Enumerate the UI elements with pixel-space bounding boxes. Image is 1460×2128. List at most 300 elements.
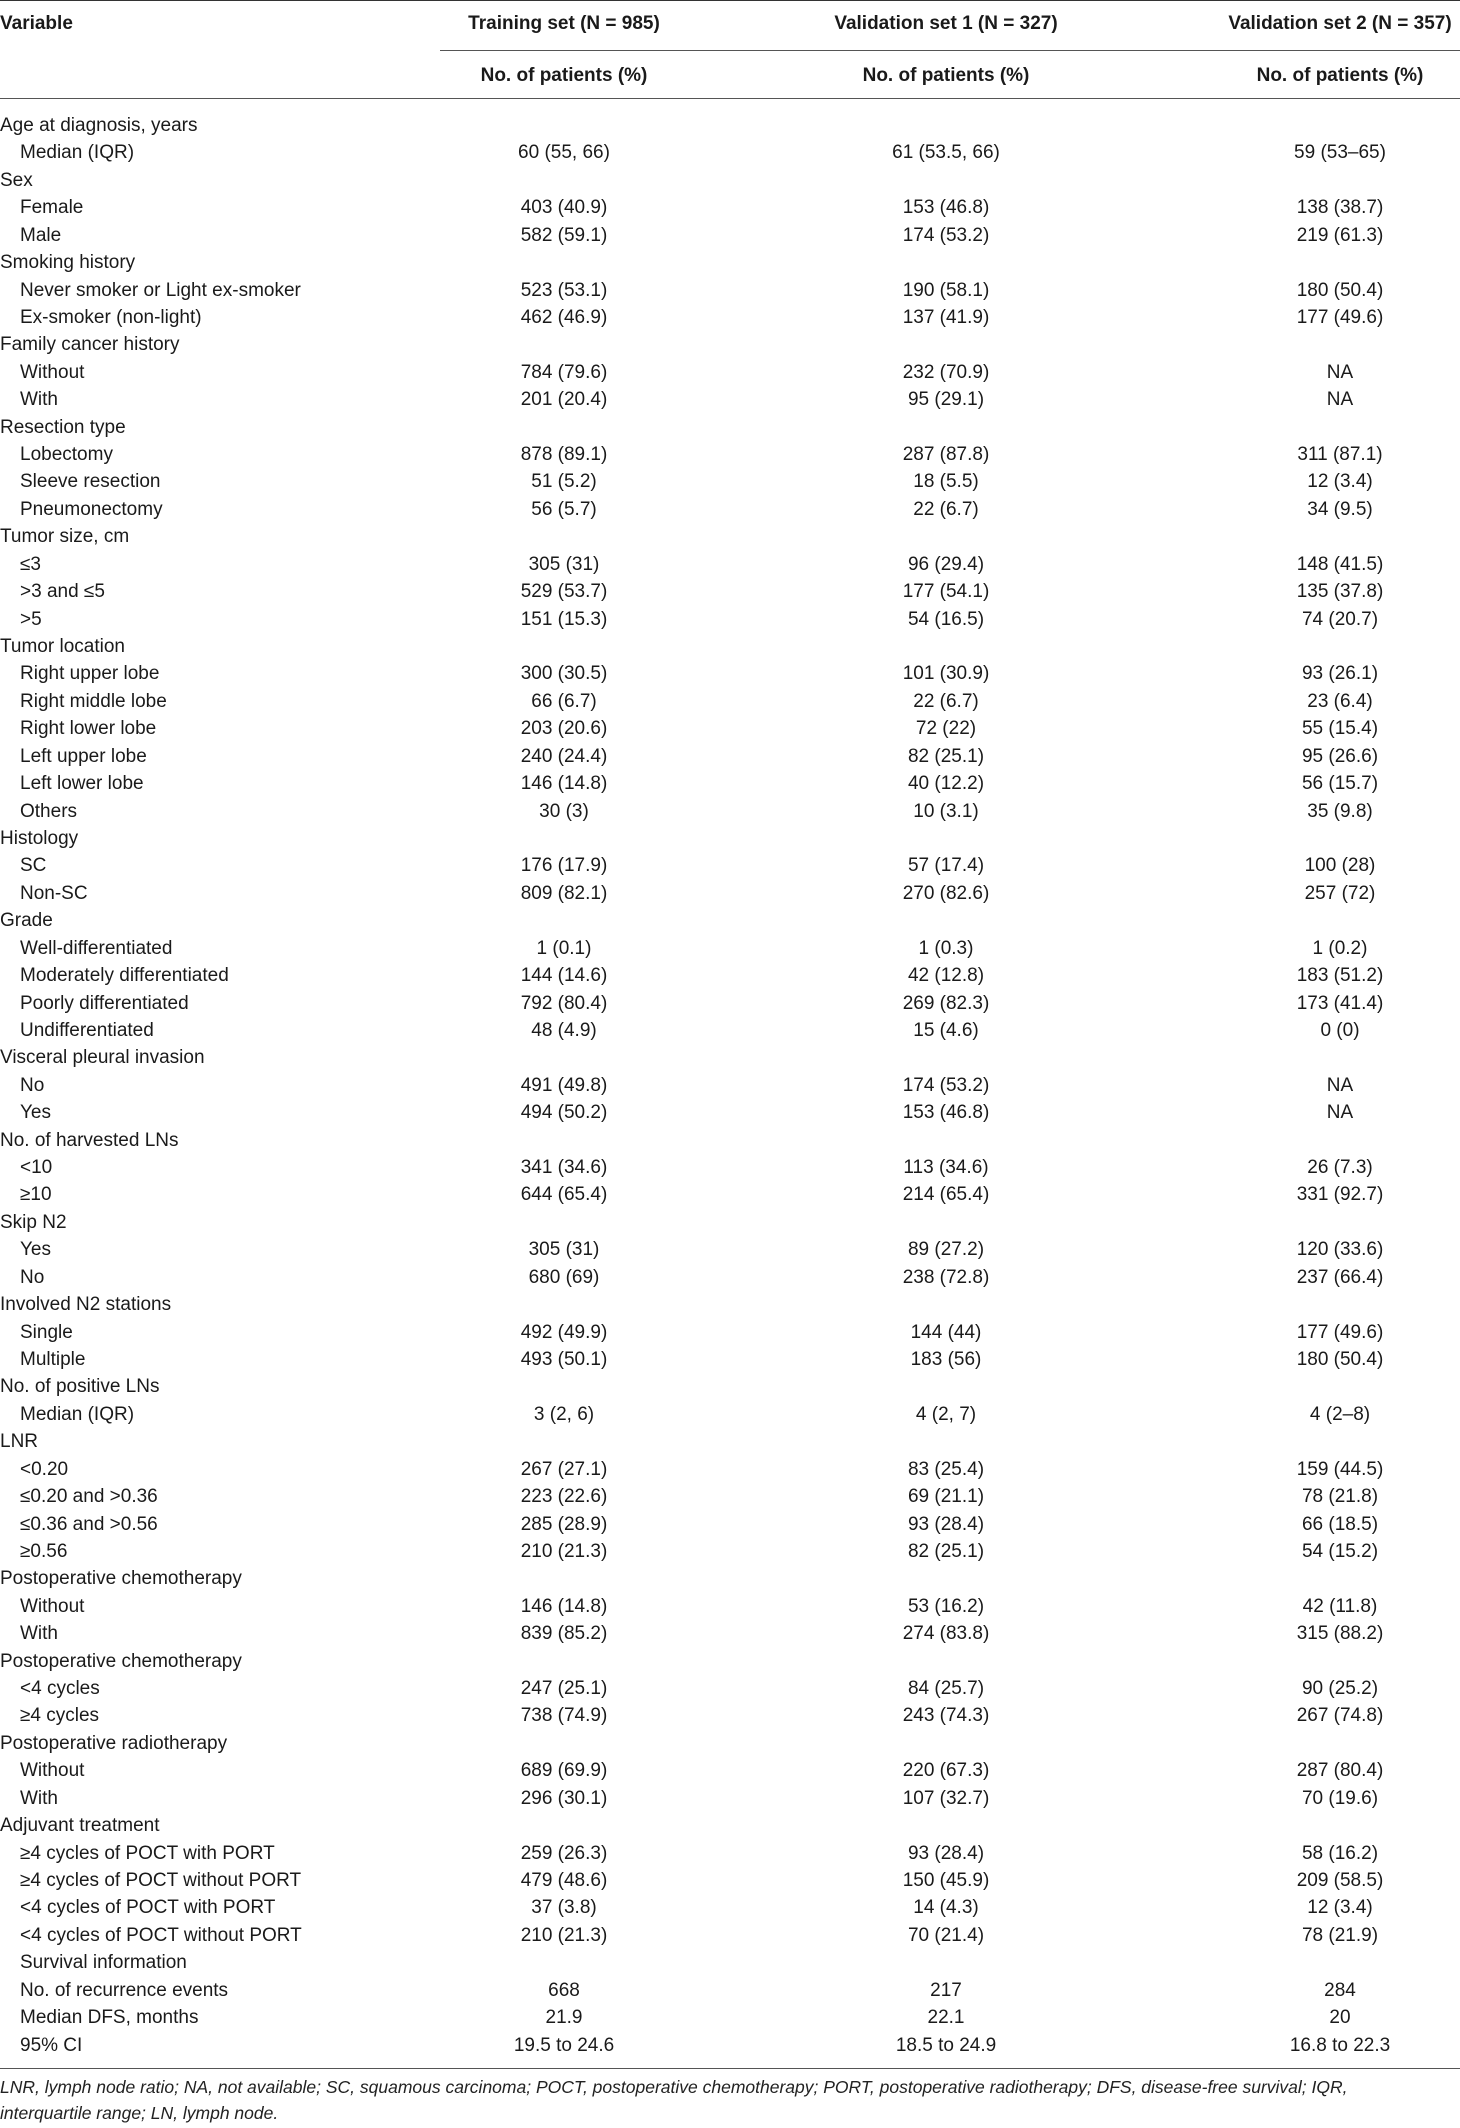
header-training-set: Training set (N = 985) bbox=[468, 13, 660, 34]
table-row bbox=[0, 1456, 1460, 1483]
row-label: >3 and ≤5 bbox=[20, 581, 105, 603]
table-row bbox=[0, 1922, 1460, 1949]
validation-1-cell: 1 (0.3) bbox=[918, 937, 974, 959]
row-label: Ex-smoker (non-light) bbox=[20, 306, 202, 328]
table-group-row bbox=[0, 1373, 1460, 1400]
table-row bbox=[0, 1840, 1460, 1867]
training-cell: 285 (28.9) bbox=[520, 1513, 608, 1535]
row-label: <4 cycles of POCT with PORT bbox=[20, 1897, 276, 1919]
table-top-rule bbox=[0, 0, 1460, 1]
validation-2-cell: 120 (33.6) bbox=[1296, 1239, 1384, 1261]
subheader-training: No. of patients (%) bbox=[480, 65, 648, 86]
table-row bbox=[0, 1757, 1460, 1784]
training-cell: 305 (31) bbox=[528, 1239, 600, 1261]
row-label: ≤0.20 and >0.36 bbox=[20, 1486, 158, 1508]
validation-1-cell: 190 (58.1) bbox=[902, 279, 990, 301]
row-label: ≥4 cycles bbox=[20, 1705, 100, 1727]
validation-1-cell: 220 (67.3) bbox=[902, 1760, 990, 1782]
training-cell: 21.9 bbox=[545, 2007, 583, 2029]
training-cell: 210 (21.3) bbox=[520, 1924, 608, 1946]
validation-1-cell: 150 (45.9) bbox=[902, 1870, 990, 1891]
row-label: Postoperative radiotherapy bbox=[0, 1732, 228, 1754]
row-label: Postoperative chemotherapy bbox=[0, 1568, 242, 1590]
training-cell: 479 (48.6) bbox=[520, 1870, 608, 1891]
row-label: ≥10 bbox=[20, 1184, 52, 1206]
row-label: No bbox=[20, 1266, 45, 1288]
training-cell: 738 (74.9) bbox=[520, 1705, 608, 1727]
validation-2-cell: 331 (92.7) bbox=[1296, 1184, 1384, 1206]
table-row bbox=[0, 1017, 1460, 1044]
validation-2-cell: 35 (9.8) bbox=[1307, 800, 1373, 822]
validation-2-cell: 59 (53–65) bbox=[1294, 142, 1386, 164]
validation-2-cell: NA bbox=[1326, 1074, 1354, 1096]
table-row bbox=[0, 1894, 1460, 1921]
training-cell: 3 (2, 6) bbox=[533, 1403, 595, 1425]
training-cell: 48 (4.9) bbox=[531, 1019, 597, 1041]
table-row bbox=[0, 386, 1460, 413]
training-cell: 341 (34.6) bbox=[520, 1157, 608, 1179]
validation-1-cell: 4 (2, 7) bbox=[915, 1403, 977, 1425]
table-footnote: LNR, lymph node ratio; NA, not available; SC, squamous carcinoma; POCT, postoperative chemotherapy; PORT, postoperative radiotherapy; DFS, disease-free survival; IQR, interquartile range; LN, lymph node. bbox=[0, 2077, 1348, 2123]
training-cell: 240 (24.4) bbox=[520, 745, 608, 767]
validation-2-cell: 4 (2–8) bbox=[1309, 1403, 1371, 1425]
header-sub-rule bbox=[440, 50, 1460, 51]
subheader-validation-1: No. of patients (%) bbox=[862, 65, 1030, 86]
table-group-row bbox=[0, 1812, 1460, 1839]
validation-1-cell: 137 (41.9) bbox=[902, 306, 990, 328]
table-row bbox=[0, 880, 1460, 907]
row-label: No. of harvested LNs bbox=[0, 1129, 179, 1151]
row-label: With bbox=[20, 389, 58, 411]
table-row bbox=[0, 1977, 1460, 2004]
table-row bbox=[0, 715, 1460, 742]
table-row bbox=[0, 852, 1460, 879]
table-group-row bbox=[0, 1648, 1460, 1675]
validation-1-cell: 70 (21.4) bbox=[907, 1924, 985, 1946]
training-cell: 201 (20.4) bbox=[520, 389, 608, 411]
training-cell: 491 (49.8) bbox=[520, 1074, 608, 1096]
row-label: Left lower lobe bbox=[20, 773, 144, 795]
validation-1-cell: 183 (56) bbox=[910, 1348, 982, 1370]
table-row bbox=[0, 1675, 1460, 1702]
validation-1-cell: 15 (4.6) bbox=[913, 1019, 979, 1041]
validation-2-cell: 95 (26.6) bbox=[1301, 745, 1379, 767]
table-row bbox=[0, 1319, 1460, 1346]
validation-1-cell: 96 (29.4) bbox=[907, 553, 985, 575]
validation-2-cell: 58 (16.2) bbox=[1301, 1842, 1379, 1864]
validation-1-cell: 72 (22) bbox=[915, 718, 977, 740]
table-group-row bbox=[0, 907, 1460, 934]
row-label: Lobectomy bbox=[20, 444, 113, 466]
validation-2-cell: 177 (49.6) bbox=[1296, 1321, 1384, 1343]
row-label: Well-differentiated bbox=[20, 937, 173, 959]
row-label: Pneumonectomy bbox=[20, 498, 163, 520]
training-cell: 19.5 to 24.6 bbox=[513, 2034, 615, 2056]
row-label: 95% CI bbox=[20, 2034, 83, 2056]
table-row bbox=[0, 743, 1460, 770]
validation-2-cell: NA bbox=[1326, 389, 1354, 411]
training-cell: 878 (89.1) bbox=[520, 444, 608, 466]
row-label: Smoking history bbox=[0, 252, 136, 274]
table-row bbox=[0, 277, 1460, 304]
validation-2-cell: 315 (88.2) bbox=[1296, 1623, 1384, 1645]
validation-1-cell: 57 (17.4) bbox=[907, 855, 985, 877]
row-label: Without bbox=[20, 1760, 85, 1782]
training-cell: 176 (17.9) bbox=[520, 855, 608, 877]
table-row bbox=[0, 606, 1460, 633]
row-label: Male bbox=[20, 224, 62, 246]
training-cell: 203 (20.6) bbox=[520, 718, 608, 740]
header-validation-set-1: Validation set 1 (N = 327) bbox=[834, 13, 1058, 34]
table-row bbox=[0, 1620, 1460, 1647]
subheader-validation-2: No. of patients (%) bbox=[1256, 65, 1424, 86]
training-cell: 839 (85.2) bbox=[520, 1623, 608, 1645]
row-label: No. of positive LNs bbox=[0, 1376, 160, 1398]
training-cell: 644 (65.4) bbox=[520, 1184, 608, 1206]
validation-2-cell: 173 (41.4) bbox=[1296, 992, 1384, 1014]
validation-1-cell: 10 (3.1) bbox=[913, 800, 979, 822]
validation-2-cell: 237 (66.4) bbox=[1296, 1266, 1384, 1288]
table-row bbox=[0, 1949, 1460, 1976]
validation-1-cell: 269 (82.3) bbox=[902, 992, 990, 1014]
row-label: Sleeve resection bbox=[20, 471, 161, 493]
row-label: Non-SC bbox=[20, 882, 88, 904]
training-cell: 403 (40.9) bbox=[520, 197, 608, 219]
row-label: Never smoker or Light ex-smoker bbox=[20, 279, 301, 301]
validation-2-cell: 26 (7.3) bbox=[1307, 1157, 1373, 1179]
training-cell: 680 (69) bbox=[528, 1266, 600, 1288]
table-row bbox=[0, 935, 1460, 962]
training-cell: 51 (5.2) bbox=[531, 471, 597, 493]
validation-2-cell: 12 (3.4) bbox=[1307, 471, 1373, 493]
table-group-row bbox=[0, 1428, 1460, 1455]
row-label: With bbox=[20, 1787, 58, 1809]
table-row bbox=[0, 1072, 1460, 1099]
training-cell: 784 (79.6) bbox=[520, 361, 608, 383]
training-cell: 689 (69.9) bbox=[520, 1760, 608, 1782]
validation-2-cell: NA bbox=[1326, 1102, 1354, 1124]
table-row bbox=[0, 1154, 1460, 1181]
validation-2-cell: 177 (49.6) bbox=[1296, 306, 1384, 328]
table-group-row bbox=[0, 1291, 1460, 1318]
validation-2-cell: 183 (51.2) bbox=[1296, 965, 1384, 987]
table-group-row bbox=[0, 414, 1460, 441]
row-label: Involved N2 stations bbox=[0, 1294, 172, 1316]
training-cell: 494 (50.2) bbox=[520, 1102, 608, 1124]
validation-1-cell: 18 (5.5) bbox=[913, 471, 979, 493]
validation-1-cell: 84 (25.7) bbox=[907, 1678, 985, 1700]
row-label: Skip N2 bbox=[0, 1211, 67, 1233]
validation-2-cell: 42 (11.8) bbox=[1302, 1595, 1378, 1617]
table-group-row bbox=[0, 523, 1460, 550]
validation-2-cell: 180 (50.4) bbox=[1296, 1348, 1384, 1370]
validation-1-cell: 153 (46.8) bbox=[902, 1102, 990, 1124]
table-row bbox=[0, 660, 1460, 687]
row-label: Others bbox=[20, 800, 78, 822]
row-label: Yes bbox=[20, 1102, 51, 1124]
row-label: Tumor location bbox=[0, 636, 125, 658]
training-cell: 37 (3.8) bbox=[531, 1897, 597, 1919]
validation-2-cell: 311 (87.1) bbox=[1297, 444, 1383, 466]
row-label: Visceral pleural invasion bbox=[0, 1047, 205, 1069]
table-row bbox=[0, 2004, 1460, 2031]
table-body bbox=[0, 112, 1460, 2059]
validation-1-cell: 83 (25.4) bbox=[907, 1458, 985, 1480]
table-bottom-rule bbox=[0, 2068, 1460, 2069]
row-label: Left upper lobe bbox=[20, 745, 147, 767]
validation-2-cell: 159 (44.5) bbox=[1296, 1458, 1384, 1480]
validation-1-cell: 22 (6.7) bbox=[913, 498, 979, 520]
validation-2-cell: 56 (15.7) bbox=[1301, 773, 1379, 795]
row-label: Poorly differentiated bbox=[20, 992, 189, 1014]
training-cell: 66 (6.7) bbox=[531, 690, 597, 712]
table-group-row bbox=[0, 249, 1460, 276]
validation-2-cell: 219 (61.3) bbox=[1296, 224, 1384, 246]
validation-1-cell: 93 (28.4) bbox=[907, 1842, 985, 1864]
row-label: Tumor size, cm bbox=[0, 526, 130, 548]
table-row bbox=[0, 139, 1460, 166]
validation-2-cell: 66 (18.5) bbox=[1301, 1513, 1379, 1535]
validation-1-cell: 22.1 bbox=[927, 2007, 965, 2029]
training-cell: 305 (31) bbox=[528, 553, 600, 575]
validation-2-cell: 148 (41.5) bbox=[1296, 553, 1384, 575]
validation-2-cell: 284 bbox=[1324, 1979, 1356, 2001]
table-row bbox=[0, 990, 1460, 1017]
table-group-row bbox=[0, 1127, 1460, 1154]
row-label: ≤0.36 and >0.56 bbox=[20, 1513, 158, 1535]
validation-1-cell: 22 (6.7) bbox=[913, 690, 979, 712]
validation-2-cell: 20 bbox=[1329, 2007, 1351, 2029]
header-bottom-rule bbox=[0, 98, 1460, 99]
validation-1-cell: 214 (65.4) bbox=[902, 1184, 990, 1206]
row-label: <4 cycles bbox=[20, 1678, 100, 1700]
row-label: Sex bbox=[0, 169, 33, 191]
validation-2-cell: 16.8 to 22.3 bbox=[1289, 2034, 1391, 2056]
table-row bbox=[0, 1264, 1460, 1291]
training-cell: 523 (53.1) bbox=[520, 279, 608, 301]
validation-2-cell: 54 (15.2) bbox=[1301, 1540, 1379, 1562]
validation-2-cell: 209 (58.5) bbox=[1296, 1870, 1384, 1891]
validation-1-cell: 238 (72.8) bbox=[902, 1266, 990, 1288]
validation-1-cell: 101 (30.9) bbox=[902, 663, 990, 685]
table-row bbox=[0, 1099, 1460, 1126]
validation-1-cell: 40 (12.2) bbox=[907, 773, 985, 795]
table-group-row bbox=[0, 633, 1460, 660]
row-label: Female bbox=[20, 197, 84, 219]
validation-1-cell: 69 (21.1) bbox=[907, 1486, 985, 1508]
table-group-row bbox=[0, 1565, 1460, 1592]
training-cell: 151 (15.3) bbox=[520, 608, 608, 630]
row-label: Without bbox=[20, 1595, 85, 1617]
row-label: Age at diagnosis, years bbox=[0, 115, 198, 136]
header-validation-set-2: Validation set 2 (N = 357) bbox=[1228, 13, 1452, 34]
validation-1-cell: 89 (27.2) bbox=[907, 1239, 985, 1261]
table-row bbox=[0, 2032, 1460, 2059]
table-group-row bbox=[0, 1044, 1460, 1071]
training-cell: 529 (53.7) bbox=[520, 581, 608, 603]
validation-2-cell: 90 (25.2) bbox=[1301, 1678, 1379, 1700]
row-label: Single bbox=[20, 1321, 73, 1343]
validation-2-cell: 23 (6.4) bbox=[1307, 690, 1373, 712]
row-label: Right upper lobe bbox=[20, 663, 160, 685]
training-cell: 223 (22.6) bbox=[520, 1486, 608, 1508]
row-label: Without bbox=[20, 361, 85, 383]
validation-1-cell: 61 (53.5, 66) bbox=[892, 142, 1000, 164]
row-label: Multiple bbox=[20, 1348, 86, 1370]
row-label: Histology bbox=[0, 827, 79, 849]
validation-2-cell: 135 (37.8) bbox=[1296, 581, 1384, 603]
validation-2-cell: 78 (21.8) bbox=[1301, 1486, 1379, 1508]
validation-1-cell: 95 (29.1) bbox=[907, 389, 985, 411]
table-group-row bbox=[0, 1730, 1460, 1757]
table-row bbox=[0, 1785, 1460, 1812]
table-row bbox=[0, 798, 1460, 825]
validation-1-cell: 174 (53.2) bbox=[902, 1074, 990, 1096]
validation-1-cell: 217 bbox=[930, 1979, 962, 2001]
table-group-row bbox=[0, 1209, 1460, 1236]
training-cell: 210 (21.3) bbox=[520, 1540, 608, 1562]
validation-1-cell: 270 (82.6) bbox=[902, 882, 990, 904]
table-row bbox=[0, 222, 1460, 249]
row-label: Right lower lobe bbox=[20, 718, 157, 740]
validation-2-cell: 1 (0.2) bbox=[1312, 937, 1368, 959]
table-group-row bbox=[0, 825, 1460, 852]
row-label: ≥4 cycles of POCT with PORT bbox=[20, 1842, 275, 1864]
table-row bbox=[0, 688, 1460, 715]
row-label: Median (IQR) bbox=[20, 142, 135, 164]
row-label: Right middle lobe bbox=[20, 690, 167, 712]
validation-2-cell: 267 (74.8) bbox=[1296, 1705, 1384, 1727]
validation-2-cell: 180 (50.4) bbox=[1296, 279, 1384, 301]
row-label: LNR bbox=[0, 1431, 39, 1453]
row-label: Survival information bbox=[20, 1952, 187, 1974]
validation-1-cell: 82 (25.1) bbox=[907, 745, 985, 767]
table-group-row bbox=[0, 331, 1460, 358]
row-label: ≤3 bbox=[20, 553, 41, 575]
training-cell: 492 (49.9) bbox=[520, 1321, 608, 1343]
row-label: Postoperative chemotherapy bbox=[0, 1650, 242, 1672]
validation-1-cell: 144 (44) bbox=[910, 1321, 982, 1343]
validation-1-cell: 82 (25.1) bbox=[907, 1540, 985, 1562]
row-label: <0.20 bbox=[20, 1458, 69, 1480]
table-row bbox=[0, 496, 1460, 523]
table-row bbox=[0, 359, 1460, 386]
row-label: Adjuvant treatment bbox=[0, 1815, 160, 1837]
validation-1-cell: 274 (83.8) bbox=[902, 1623, 990, 1645]
validation-1-cell: 53 (16.2) bbox=[907, 1595, 985, 1617]
training-cell: 144 (14.6) bbox=[520, 965, 608, 987]
validation-2-cell: 100 (28) bbox=[1304, 855, 1376, 877]
row-label: No bbox=[20, 1074, 45, 1096]
training-cell: 56 (5.7) bbox=[531, 498, 597, 520]
row-label: Median DFS, months bbox=[20, 2007, 199, 2029]
table-row bbox=[0, 578, 1460, 605]
table-row bbox=[0, 770, 1460, 797]
row-label: <4 cycles of POCT without PORT bbox=[20, 1924, 302, 1946]
table-row bbox=[0, 1702, 1460, 1729]
validation-1-cell: 153 (46.8) bbox=[902, 197, 990, 219]
table-row bbox=[0, 304, 1460, 331]
row-label: Undifferentiated bbox=[20, 1019, 154, 1041]
training-cell: 300 (30.5) bbox=[520, 663, 608, 685]
validation-2-cell: 12 (3.4) bbox=[1307, 1897, 1373, 1919]
training-cell: 30 (3) bbox=[539, 800, 589, 822]
header-variable: Variable bbox=[0, 13, 73, 34]
row-label: With bbox=[20, 1623, 58, 1645]
validation-1-cell: 243 (74.3) bbox=[902, 1705, 990, 1727]
table-row bbox=[0, 1483, 1460, 1510]
validation-1-cell: 232 (70.9) bbox=[902, 361, 990, 383]
training-cell: 146 (14.8) bbox=[520, 773, 608, 795]
row-label: Resection type bbox=[0, 416, 126, 438]
row-label: No. of recurrence events bbox=[20, 1979, 229, 2001]
training-cell: 462 (46.9) bbox=[520, 306, 608, 328]
table-row bbox=[0, 1346, 1460, 1373]
validation-1-cell: 42 (12.8) bbox=[907, 965, 985, 987]
training-cell: 582 (59.1) bbox=[520, 224, 608, 246]
training-cell: 60 (55, 66) bbox=[518, 142, 610, 164]
table-row bbox=[0, 962, 1460, 989]
validation-2-cell: 138 (38.7) bbox=[1296, 197, 1384, 219]
validation-2-cell: 70 (19.6) bbox=[1301, 1787, 1379, 1809]
validation-2-cell: 0 (0) bbox=[1320, 1019, 1360, 1041]
training-cell: 809 (82.1) bbox=[520, 882, 608, 904]
validation-1-cell: 14 (4.3) bbox=[913, 1897, 979, 1919]
row-label: Family cancer history bbox=[0, 334, 180, 356]
table-row bbox=[0, 194, 1460, 221]
training-cell: 267 (27.1) bbox=[520, 1458, 608, 1480]
table-row bbox=[0, 1538, 1460, 1565]
table-row bbox=[0, 468, 1460, 495]
row-label: Moderately differentiated bbox=[20, 965, 229, 987]
validation-1-cell: 287 (87.8) bbox=[902, 444, 990, 466]
table-group-row bbox=[0, 167, 1460, 194]
table-row bbox=[0, 551, 1460, 578]
training-cell: 668 bbox=[548, 1979, 580, 2001]
training-cell: 296 (30.1) bbox=[520, 1787, 608, 1809]
validation-2-cell: 257 (72) bbox=[1304, 882, 1376, 904]
training-cell: 792 (80.4) bbox=[520, 992, 608, 1014]
validation-2-cell: 55 (15.4) bbox=[1301, 718, 1379, 740]
row-label: ≥0.56 bbox=[20, 1540, 68, 1562]
table-row bbox=[0, 1511, 1460, 1538]
row-label: ≥4 cycles of POCT without PORT bbox=[20, 1870, 302, 1891]
row-label: Grade bbox=[0, 910, 53, 932]
validation-1-cell: 107 (32.7) bbox=[902, 1787, 990, 1809]
row-label: >5 bbox=[20, 608, 42, 630]
training-cell: 146 (14.8) bbox=[520, 1595, 608, 1617]
training-cell: 1 (0.1) bbox=[536, 937, 592, 959]
table-row bbox=[0, 1236, 1460, 1263]
validation-2-cell: 74 (20.7) bbox=[1301, 608, 1379, 630]
row-label: Median (IQR) bbox=[20, 1403, 135, 1425]
validation-1-cell: 54 (16.5) bbox=[907, 608, 985, 630]
training-cell: 493 (50.1) bbox=[520, 1348, 608, 1370]
table-row bbox=[0, 1867, 1460, 1894]
validation-1-cell: 93 (28.4) bbox=[907, 1513, 985, 1535]
validation-2-cell: 78 (21.9) bbox=[1301, 1924, 1379, 1946]
validation-2-cell: 287 (80.4) bbox=[1296, 1760, 1384, 1782]
validation-2-cell: 93 (26.1) bbox=[1301, 663, 1379, 685]
validation-2-cell: NA bbox=[1326, 361, 1354, 383]
training-cell: 259 (26.3) bbox=[520, 1842, 608, 1864]
row-label: Yes bbox=[20, 1239, 51, 1261]
validation-2-cell: 34 (9.5) bbox=[1307, 498, 1373, 520]
table-row bbox=[0, 441, 1460, 468]
validation-1-cell: 18.5 to 24.9 bbox=[895, 2034, 997, 2056]
validation-1-cell: 177 (54.1) bbox=[902, 581, 990, 603]
row-label: <10 bbox=[20, 1157, 53, 1179]
